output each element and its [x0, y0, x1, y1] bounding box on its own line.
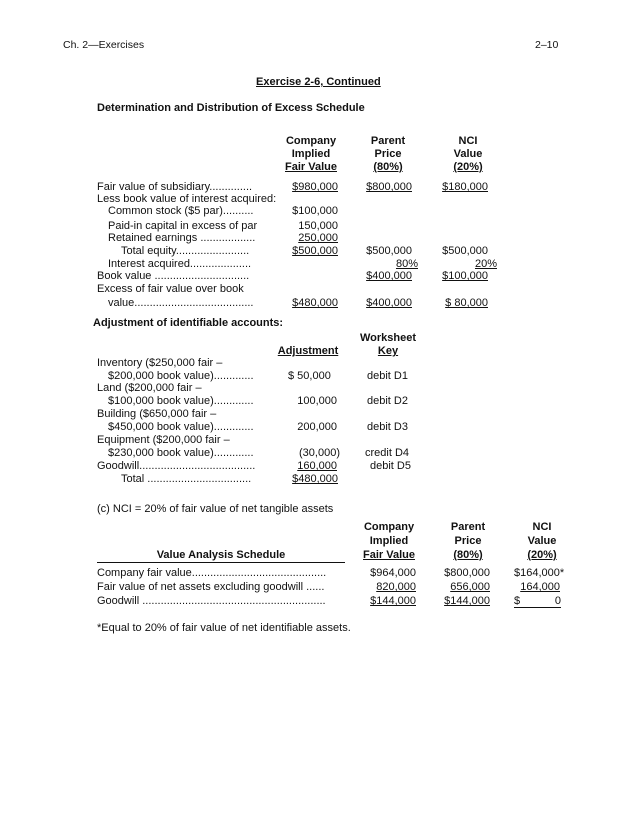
excess-parent: $400,000: [366, 297, 412, 309]
col-company-line2: Implied: [291, 148, 331, 160]
va-goodwill-nci-cell: [514, 595, 561, 608]
excess-nci: $ 80,000: [445, 297, 488, 309]
part-c-text: (c) NCI = 20% of fair value of net tangible assets: [97, 503, 334, 515]
va-goodwill-company: $144,000: [370, 595, 416, 607]
row-label-common: Common stock ($5 par)..........: [108, 205, 254, 217]
col-nci-line2: Value: [453, 148, 483, 160]
col-company-line3: Fair Value: [285, 161, 337, 173]
adj-land-label-2: $100,000 book value).............: [108, 395, 254, 407]
adj-equipment-label-1: Equipment ($200,000 fair –: [97, 434, 230, 446]
adj-building-label-2: $450,000 book value).............: [108, 421, 254, 433]
adj-inventory-amount: $ 50,000: [288, 370, 331, 382]
section-title: Determination and Distribution of Excess Schedule: [97, 102, 365, 114]
adj-goodwill-key: debit D5: [370, 460, 411, 472]
va-col-parent-line2: Price: [454, 535, 482, 547]
paid-in-company: 150,000: [298, 220, 338, 232]
va-net-assets-nci: 164,000: [520, 581, 560, 593]
chapter-header: Ch. 2—Exercises: [63, 39, 145, 51]
va-col-company-line1: Company: [363, 521, 415, 533]
col-parent-line1: Parent: [370, 135, 406, 147]
row-label-retained: Retained earnings ..................: [108, 232, 256, 244]
va-net-assets-parent: 656,000: [450, 581, 490, 593]
va-col-nci-line3: (20%): [527, 549, 557, 561]
va-company-fv-nci: $164,000*: [514, 567, 565, 579]
col-nci-line3: (20%): [453, 161, 483, 173]
total-equity-company: $500,000: [292, 245, 338, 257]
adj-goodwill-amount: 160,000: [297, 460, 337, 472]
row-label-interest: Interest acquired....................: [108, 258, 252, 270]
page-number: 2–10: [535, 39, 559, 51]
adj-goodwill-label: Goodwill......................................: [97, 460, 256, 472]
excess-company: $480,000: [292, 297, 338, 309]
interest-nci: 20%: [474, 258, 497, 270]
book-value-parent: $400,000: [366, 270, 412, 282]
col-adjustment: Adjustment: [277, 345, 339, 357]
col-parent-line3: (80%): [373, 161, 403, 173]
adj-equipment-amount: (30,000): [299, 447, 340, 459]
col-worksheet: Worksheet: [359, 332, 417, 344]
va-company-fv-parent: $800,000: [444, 567, 490, 579]
va-goodwill-nci-dollar: $: [514, 595, 521, 607]
va-net-assets-company: 820,000: [376, 581, 416, 593]
adj-inventory-label-1: Inventory ($250,000 fair –: [97, 357, 223, 369]
adj-land-label-1: Land ($200,000 fair –: [97, 382, 202, 394]
va-goodwill-nci-value: 0: [554, 595, 561, 607]
va-title: Value Analysis Schedule: [97, 549, 345, 563]
va-col-parent-line1: Parent: [450, 521, 486, 533]
total-equity-parent: $500,000: [366, 245, 412, 257]
va-company-fv-company: $964,000: [370, 567, 416, 579]
row-label-book-value: Book value ...............................: [97, 270, 250, 282]
adj-total-amount: $480,000: [292, 473, 338, 485]
va-col-parent-line3: (80%): [453, 549, 483, 561]
exercise-title: Exercise 2-6, Continued: [256, 76, 381, 88]
total-equity-nci: $500,000: [442, 245, 488, 257]
adj-building-label-1: Building ($650,000 fair –: [97, 408, 217, 420]
adj-inventory-key: debit D1: [367, 370, 408, 382]
va-goodwill-parent: $144,000: [444, 595, 490, 607]
retained-company: 250,000: [298, 232, 338, 244]
va-col-nci-line2: Value: [527, 535, 557, 547]
row-label-paid-in: Paid-in capital in excess of par: [108, 220, 258, 232]
adj-total-label: Total ..................................: [121, 473, 252, 485]
fv-sub-parent: $800,000: [366, 181, 412, 193]
col-key: Key: [377, 345, 399, 357]
fv-sub-nci: $180,000: [442, 181, 488, 193]
interest-parent: 80%: [395, 258, 418, 270]
row-label-excess-2: value.......................................: [108, 297, 254, 309]
va-row-label-company-fv: Company fair value............................................: [97, 567, 327, 579]
adj-equipment-key: credit D4: [365, 447, 410, 459]
adj-equipment-label-2: $230,000 book value).............: [108, 447, 254, 459]
row-label-excess-1: Excess of fair value over book: [97, 283, 244, 295]
adj-building-key: debit D3: [367, 421, 408, 433]
common-company: $100,000: [292, 205, 338, 217]
va-row-label-goodwill: Goodwill ............................................................: [97, 595, 326, 607]
book-value-nci: $100,000: [442, 270, 488, 282]
adj-land-key: debit D2: [367, 395, 408, 407]
fv-sub-company: $980,000: [292, 181, 338, 193]
row-label-total-equity: Total equity........................: [121, 245, 250, 257]
va-row-label-net-assets: Fair value of net assets excluding goodwill ......: [97, 581, 325, 593]
adj-land-amount: 100,000: [297, 395, 337, 407]
col-nci-line1: NCI: [458, 135, 478, 147]
adjustment-title: Adjustment of identifiable accounts:: [93, 317, 284, 329]
row-label-less-book: Less book value of interest acquired:: [97, 193, 277, 205]
footnote: *Equal to 20% of fair value of net identifiable assets.: [97, 622, 351, 634]
va-col-company-line3: Fair Value: [363, 549, 415, 561]
va-col-company-line2: Implied: [369, 535, 409, 547]
adj-inventory-label-2: $200,000 book value).............: [108, 370, 254, 382]
col-parent-line2: Price: [374, 148, 402, 160]
adj-building-amount: 200,000: [297, 421, 337, 433]
va-col-nci-line1: NCI: [532, 521, 552, 533]
col-company-line1: Company: [285, 135, 337, 147]
row-label-fv-sub: Fair value of subsidiary..............: [97, 181, 253, 193]
